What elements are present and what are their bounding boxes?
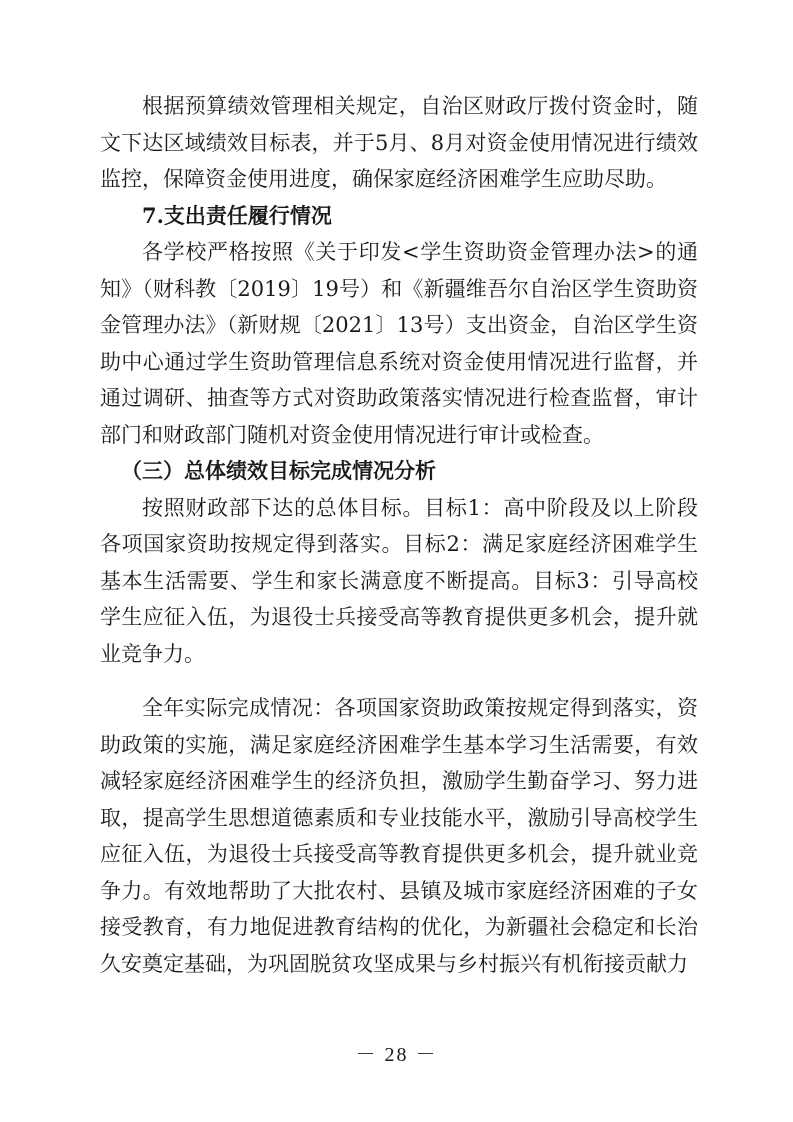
paragraph-actual-completion: 全年实际完成情况：各项国家资助政策按规定得到落实，资助政策的实施，满足家庭经济困难学生基本学习生活需要，有效减轻家庭经济困难学生的经济负担，激励学生勤奋学习、努力进取，提高学生思想道德素质和专业技能水平，激励引导高校学生应征入伍，为退役士兵接受高等教育提供更多机会，提升就业竞争力。有效地帮助了大批农村、县镇及城市家庭经济困难的子女接受教育，有力地促进教育结构的优化，为新疆社会稳定和长治久安奠定基础，为巩固脱贫攻坚成果与乡村振兴有机衔接贡献力 — [100, 696, 698, 976]
paragraph-expenditure-responsibility: 各学校严格按照《关于印发<学生资助资金管理办法>的通知》（财科教〔2019〕19号）和《新疆维吾尔自治区学生资助资金管理办法》（新财规〔2021〕13号）支出资金，自治区学生资助中心通过学生资助管理信息系统对资金使用情况进行监督，并通过调研、抽查等方式对资助政策落实情况进行检查监督，审计部门和财政部门随机对资金使用情况进行审计或检查。 — [100, 240, 698, 447]
section-heading-expenditure-responsibility: 7.支出责任履行情况 — [142, 202, 332, 228]
document-body — [100, 88, 698, 982]
section-heading-overall-goals: （三）总体绩效目标完成情况分析 — [121, 458, 436, 483]
paragraph-overall-goals: 按照财政部下达的总体目标。目标1：高中阶段及以上阶段各项国家资助按规定得到落实。目标2：满足家庭经济困难学生基本生活需要、学生和家长满意度不断提高。目标3：引导高校学生应征入伍，为退役士兵接受高等教育提供更多机会，提升就业竞争力。 — [100, 495, 698, 666]
page-number: － 28 － — [355, 1044, 438, 1066]
paragraph-budget-performance: 根据预算绩效管理相关规定，自治区财政厅拨付资金时，随文下达区域绩效目标表，并于5月、8月对资金使用情况进行绩效监控，保障资金使用进度，确保家庭经济困难学生应助尽助。 — [100, 94, 698, 191]
